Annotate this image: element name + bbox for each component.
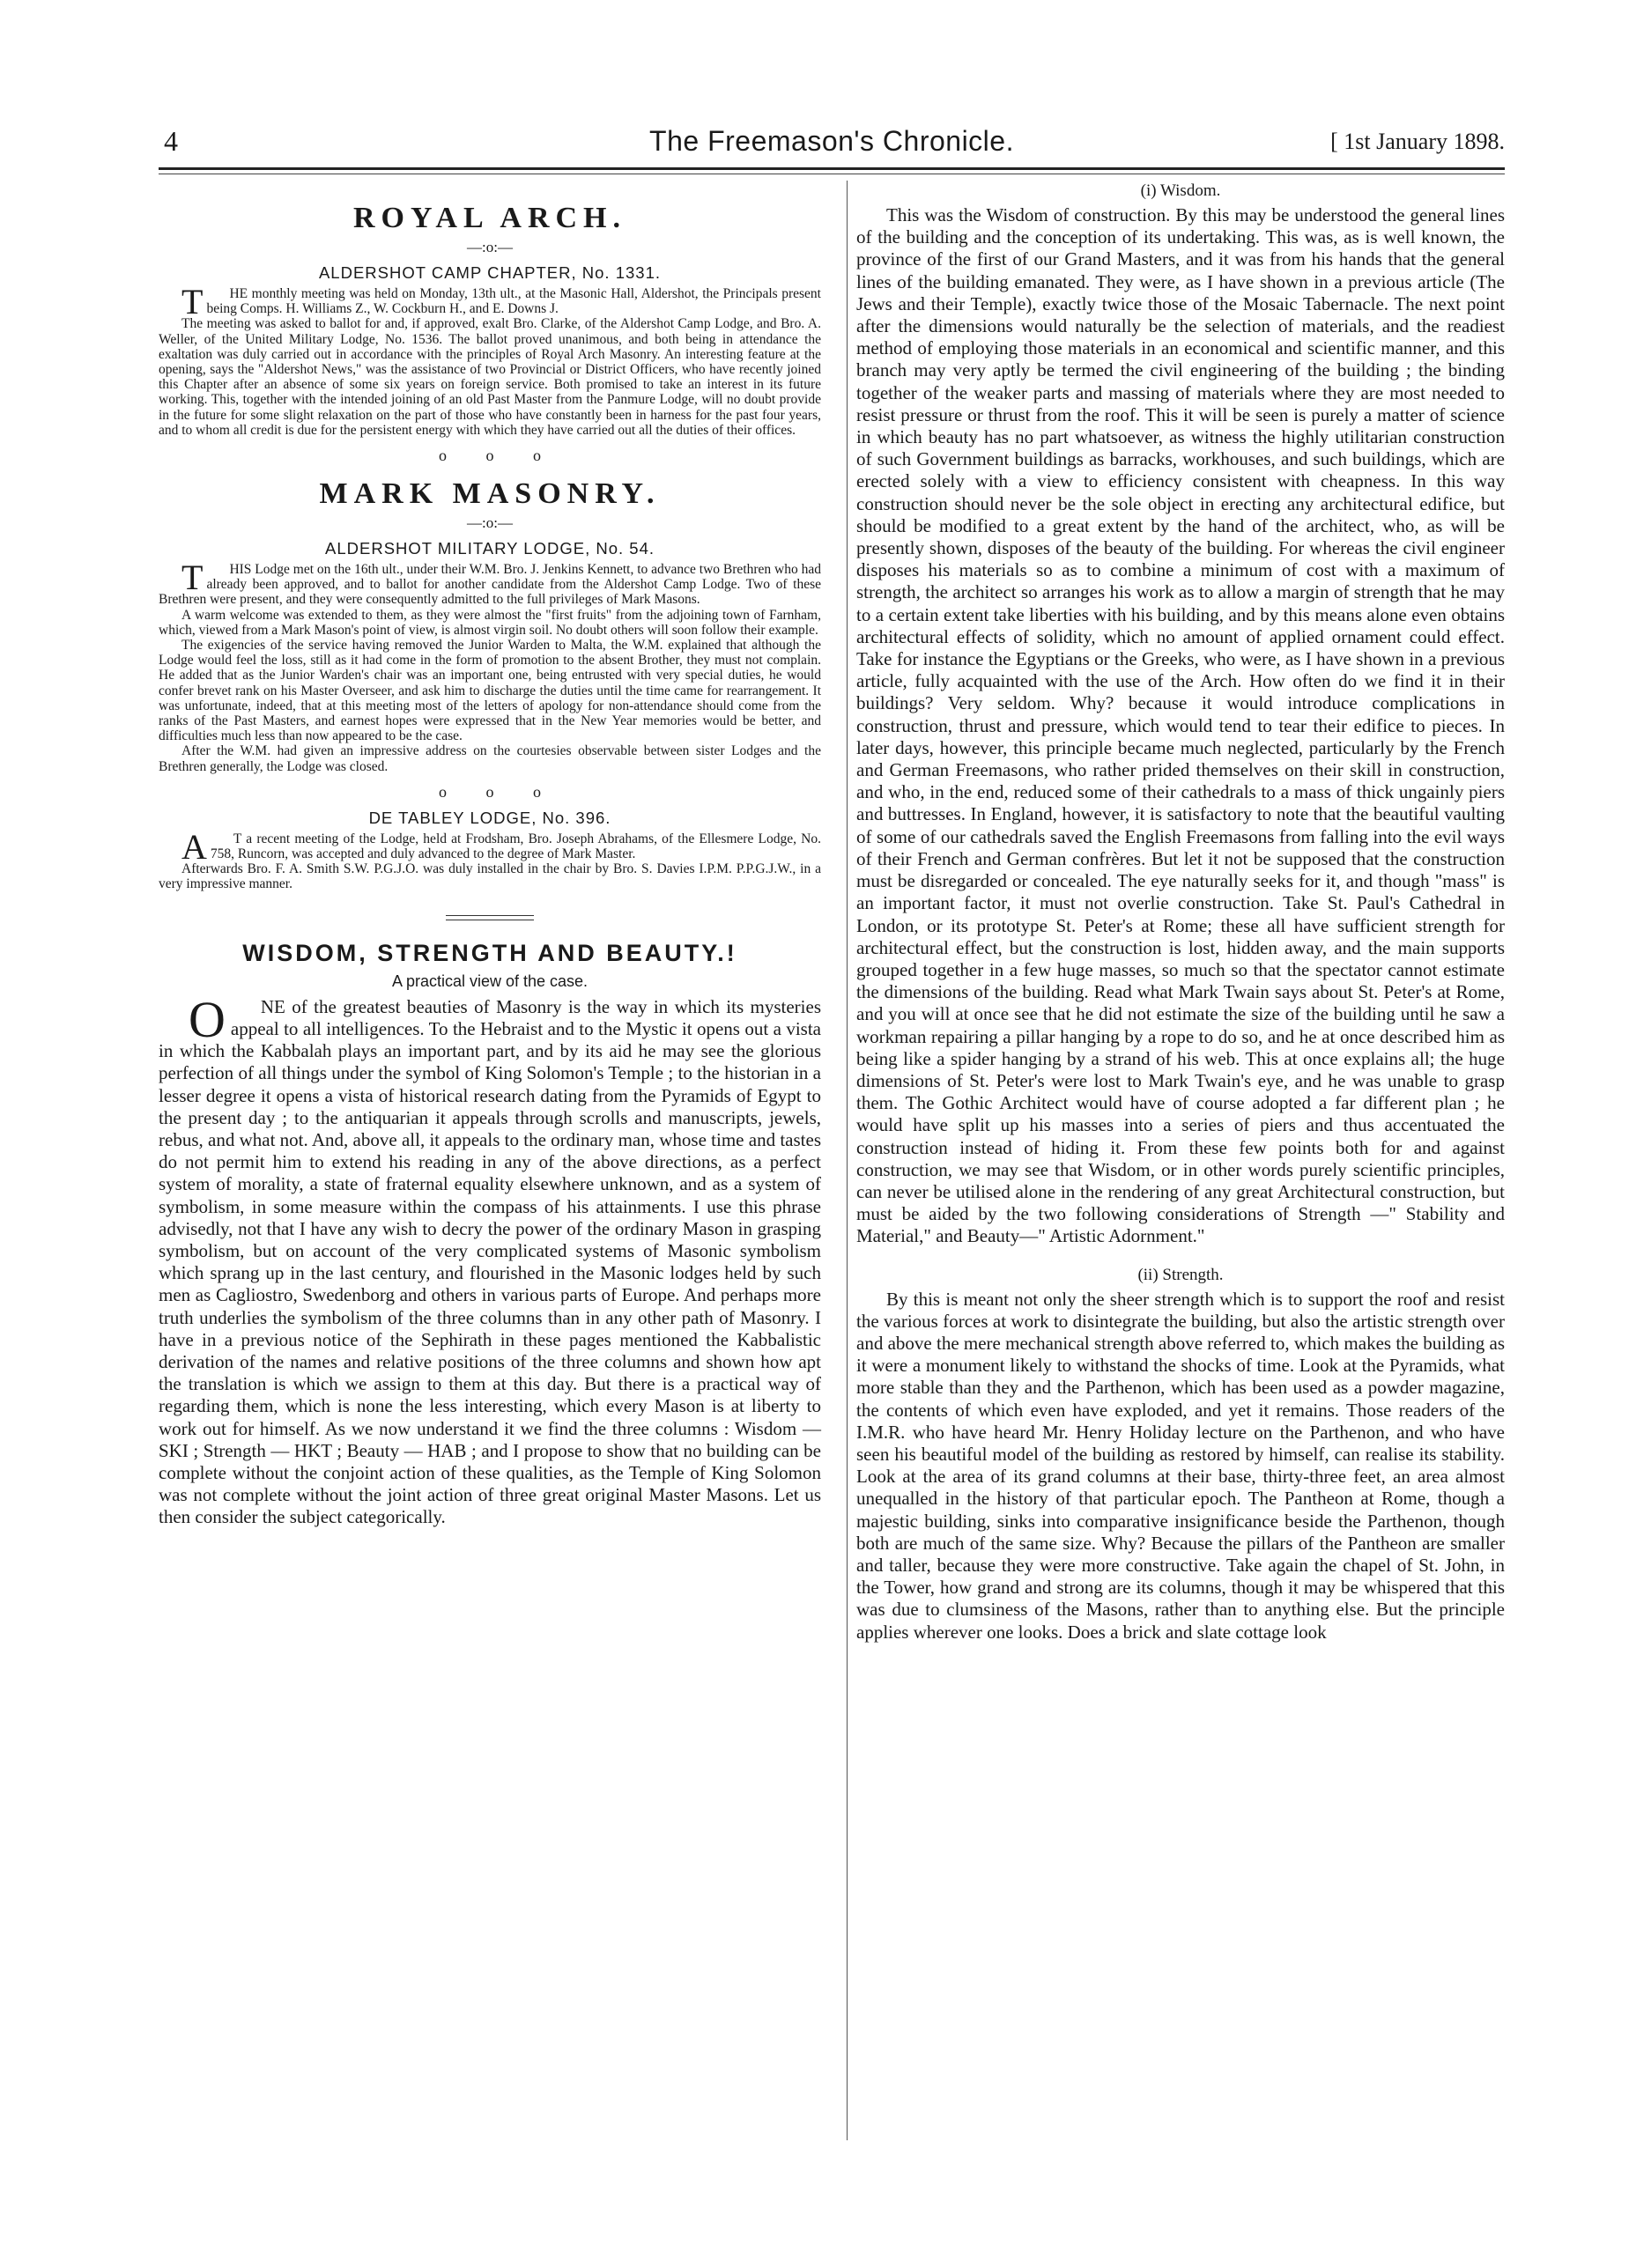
de-tabley-lodge-heading: DE TABLEY LODGE, No. 396. — [368, 808, 611, 827]
aldershot-camp-chapter-heading: ALDERSHOT CAMP CHAPTER, No. 1331. — [318, 263, 662, 282]
wisdom-heading: (i) Wisdom. — [1140, 181, 1221, 200]
masthead-title: The Freemason's Chronicle. — [649, 125, 1014, 157]
right-column — [856, 176, 1505, 1644]
wisdom-paragraph: This was the Wisdom of construction. By this may be understood the general lines of the building and the conception of its undertaking. This was, as is well known, the province of the first of our Grand Masters, and it was from his hands that the general lines of the building emanated. They were, as I have shown in a previous article (The Jews and their Temple), exactly twice those of the Mosaic Tabernacle. The next point after the dimensions would naturally be the selection of materials, and the readiest method of employing those materials in an economical and scientific manner, and this branch may very aptly be termed the civil engineering of the building ; the binding together of the weaker parts and massing of materials where they are most needed to resist pressure or thrust from the roof. This it will be seen is purely a matter of science in which beauty has no part whatsoever, as witness the highly utilitarian construction of such Government buildings as barracks, workhouses, and such buildings, which are erected solely with a view to efficiency consistent with cheapness. In this way construction should never be the sole object in erecting any architectural edifice, but should be modified to a great extent by the hand of the architect, who, as will be presently shown, disposes of the beauty of the building. For whereas the civil engineer disposes his materials so as to combine a minimum of cost with a maximum of strength, the architect so arranges his work as to allow a margin of strength that he may to a certain extent take liberties with his building, and by this means alone even obtains architectural effects of solidity, which no amount of applied ornament could effect. Take for instance the Egyptians or the Greeks, who were, as I have shown in a previous article, fully acquainted with the use of the Arch. How often do we find it in their buildings? Very seldom. Why? because it would introduce complications in construction, thrust and pressure, which would tend to tear their edifice to pieces. In later days, however, this principle became much neglected, particularly by the French and German Freemasons, who rather prided themselves on their skill in construction, and who, in the end, reduced some of their cathedrals to a mass of thick ungainly piers and buttresses. In England, however, it is satisfactory to note that the beautiful vaulting of some of our cathedrals saved the English Freemasons from falling into the evil ways of their French and German confrères. But let it not be supposed that the construction must be disregarded or concealed. The eye naturally seeks for it, and though "mass" is an important factor, it must not overlie construction. Take St. Paul's Cathedral in London, or its prototype St. Peter's at Rome; these all have sufficient strength for architectural effect, but the construction is lost, hidden away, and the main supports grouped together in a few huge masses, so much so that the spectator cannot estimate the dimensions of the building. Read what Mark Twain says about St. Peter's at Rome, and you will at once see that he did not estimate the size of the building until he saw a workman repairing a pillar hanging by a rope to do so, and he at once described him as being like a spider hanging by a strand of his web. This at once explains all; the huge dimensions of St. Peter's were lost to Mark Twain's eye, and he was unable to grasp them. The Gothic Architect would have of course adopted a far different plan ; he would have split up his masses into a series of piers and thus accentuated the construction instead of hiding it. From these few points both for and against construction, we may see that Wisdom, or in other words purely scientific principles, can never be utilised alone in the rendering of any great Architectural construction, but must be aided by the two following considerations of Strength —" Stability and Material," and Beauty—" Artistic Adornment." — [856, 204, 1505, 1247]
strength-paragraph: By this is meant not only the sheer strength which is to support the roof and resist the various forces at work to disintegrate the building, but also the artistic strength over and above the mere mechanical strength above referred to, which makes the building as it were a monument likely to withstand the shocks of time. Look at the Pyramids, what more stable than they and the Parthenon, which has been used as a powder magazine, the contents of which even have exploded, and yet it remains. Those readers of the I.M.R. who have heard Mr. Henry Holiday lecture on the Parthenon, and who have seen his beautiful model of the building as restored by himself, can realise its stability. Look at the area of its grand columns at their base, thirty-three feet, an area almost unequalled in the history of that particular epoch. The Pantheon at Rome, though a majestic building, sinks into comparative insignificance beside the Parthenon, though both are much of the same size. Why? Because the pillars of the Pantheon are smaller and taller, because they were more constructive. Take again the chapel of St. John, in the Tower, how grand and strong are its columns, though it may be whispered that this was due to clumsiness of the Masons, rather than to anything else. But the principle applies wherever one looks. Does a brick and slate cottage look — [856, 1288, 1505, 1643]
mark-masonry-paragraph: The exigencies of the service having removed the Junior Warden to Malta, the W.M. explained that although the Lodge would feel the loss, still as it had come in the form of promotion to the absent Brother, they must not complain. He added that as the Junior Warden's chair was an important one, being entrusted with very special duties, he would confer brevet rank on his Master Overseer, and ask him to discharge the duties until the time came for rearrangement. It was unfortunate, indeed, that at this meeting most of the letters of apology for non-attendance should come from the ranks of the Past Masters, and earnest hopes were expressed that in the New Year memories would be better, and difficulties much less than now appeared to be the case. — [159, 638, 821, 744]
column-divider — [847, 181, 848, 2140]
left-column — [159, 189, 821, 1529]
de-tabley-paragraph: AT a recent meeting of the Lodge, held at Frodsham, Bro. Joseph Abrahams, of the Ellesmere Lodge, No. 758, Runcorn, was accepted and duly advanced to the degree of Mark Master. — [181, 826, 821, 867]
royal-arch-separator: —:o:— — [467, 239, 513, 255]
article-paragraph: ONE of the greatest beauties of Masonry is the way in which its mysteries appeal to all intelligences. To the Hebraist and to the Mystic it opens out a vista in which the Kabbalah plays an important part, and by its aid he may see the glorious perfection of all things under the symbol of King Solomon's Temple ; to the historian in a lesser degree it opens a vista of historical research dating from the Pyramids of Egypt to the present day ; to the antiquarian it appeals through scrolls and manuscripts, jewels, rebus, and what not. And, above all, it appeals to the ordinary man, whose time and tastes do not permit him to extend his reading in any of the above directions, as a perfect system of morality, a state of fraternal equality elsewhere unknown, and as a system of symbolism, in some measure within the compass of his attainments. I use this phrase advisedly, not that I have any wish to decry the power of the ordinary Mason in grasping symbolism, but on account of the very complicated systems of Masonic symbolism which sprang up in the last century, and flourished in the Masonic lodges held by such men as Cagliostro, Swedenborg and others in various parts of Europe. And perhaps more truth underlies the symbolism of the three columns than in any other path of Masonry. I have in a previous notice of the Sephirath in these pages mentioned the Kabbalistic derivation of the names and relative positions of the three columns and shown how apt the translation is which we assign to them at this day. But there is a practical way of regarding them, which is none the less interesting, which every Mason is at liberty to work out for himself. As we now understand it we find the three columns : Wisdom — SKI ; Strength — HKT ; Beauty — HAB ; and I propose to show that no building can be complete without the conjoint action of these qualities, as the Temple of King Solomon was not complete without the joint action of three great original Master Masons. Let us then consider the subject categorically. — [159, 990, 821, 1528]
article-title: WISDOM, STRENGTH AND BEAUTY.! — [242, 939, 737, 966]
royal-arch-paragraph: THE monthly meeting was held on Monday, 13th ult., at the Masonic Hall, Aldershot, the Principals present being Comps. H. Williams Z., W. Cockburn H., and E. Downs J. — [181, 282, 821, 321]
strength-heading: (ii) Strength. — [1137, 1265, 1224, 1284]
section-dots: o o o — [439, 447, 541, 465]
page-header — [159, 125, 1505, 164]
mark-masonry-paragraph: After the W.M. had given an impressive address on the courtesies observable between sister Lodges and the Brethren generally, the Lodge was closed. — [159, 743, 821, 774]
header-rule — [159, 167, 1505, 170]
mark-masonry-title: MARK MASONRY. — [319, 477, 661, 511]
page-number: 4 — [164, 125, 178, 157]
mark-masonry-paragraph: A warm welcome was extended to them, as they were almost the "first fruits" from the adjoining town of Farnham, which, viewed from a Mark Mason's point of view, is almost virgin soil. No doubt others will soon follow their example. — [159, 607, 821, 638]
issue-date: [ 1st January 1898. — [1330, 129, 1505, 154]
article-divider — [446, 915, 534, 920]
mark-masonry-paragraph: THIS Lodge met on the 16th ult., under their W.M. Bro. J. Jenkins Kennett, to advance two Brethren who had already been approved, and to ballot for another candidate from the Aldershot Camp Lodge. Two of these Brethren were present, and they were consequently admitted to the full privileges of Mark Masons. — [159, 558, 821, 608]
royal-arch-paragraph: The meeting was asked to ballot for and, if approved, exalt Bro. Clarke, of the Aldershot Camp Lodge, and Bro. A. Weller, of the United Military Lodge, No. 1536. The ballot proved unanimous, and both being in attendance the exaltation was duly carried out in accordance with the principles of Royal Arch Masonry. An interesting feature at the opening, says the "Aldershot News," was the assistance of two Provincial or District Officers, who have recently joined this Chapter after an absence of some six years on foreign service. Both promised to take an interest in its future working. This, together with the intended joining of an old Past Master from the Panmure Lodge, will no doubt provide in the future for some slight relaxation on the part of those who have constantly been in harness for the past four years, and to whom all credit is due for the persistent energy with which they have carried out all the duties of their offices. — [159, 316, 821, 438]
aldershot-military-lodge-heading: ALDERSHOT MILITARY LODGE, No. 54. — [325, 539, 655, 558]
section-dots: o o o — [439, 782, 541, 801]
de-tabley-paragraph: Afterwards Bro. F. A. Smith S.W. P.G.J.O. was duly installed in the chair by Bro. S. Davies I.P.M. P.P.G.J.W., in a very impressive manner. — [159, 861, 821, 892]
mark-masonry-separator: —:o:— — [467, 514, 513, 532]
article-subtitle: A practical view of the case. — [391, 971, 589, 990]
royal-arch-title: ROYAL ARCH. — [352, 202, 627, 234]
